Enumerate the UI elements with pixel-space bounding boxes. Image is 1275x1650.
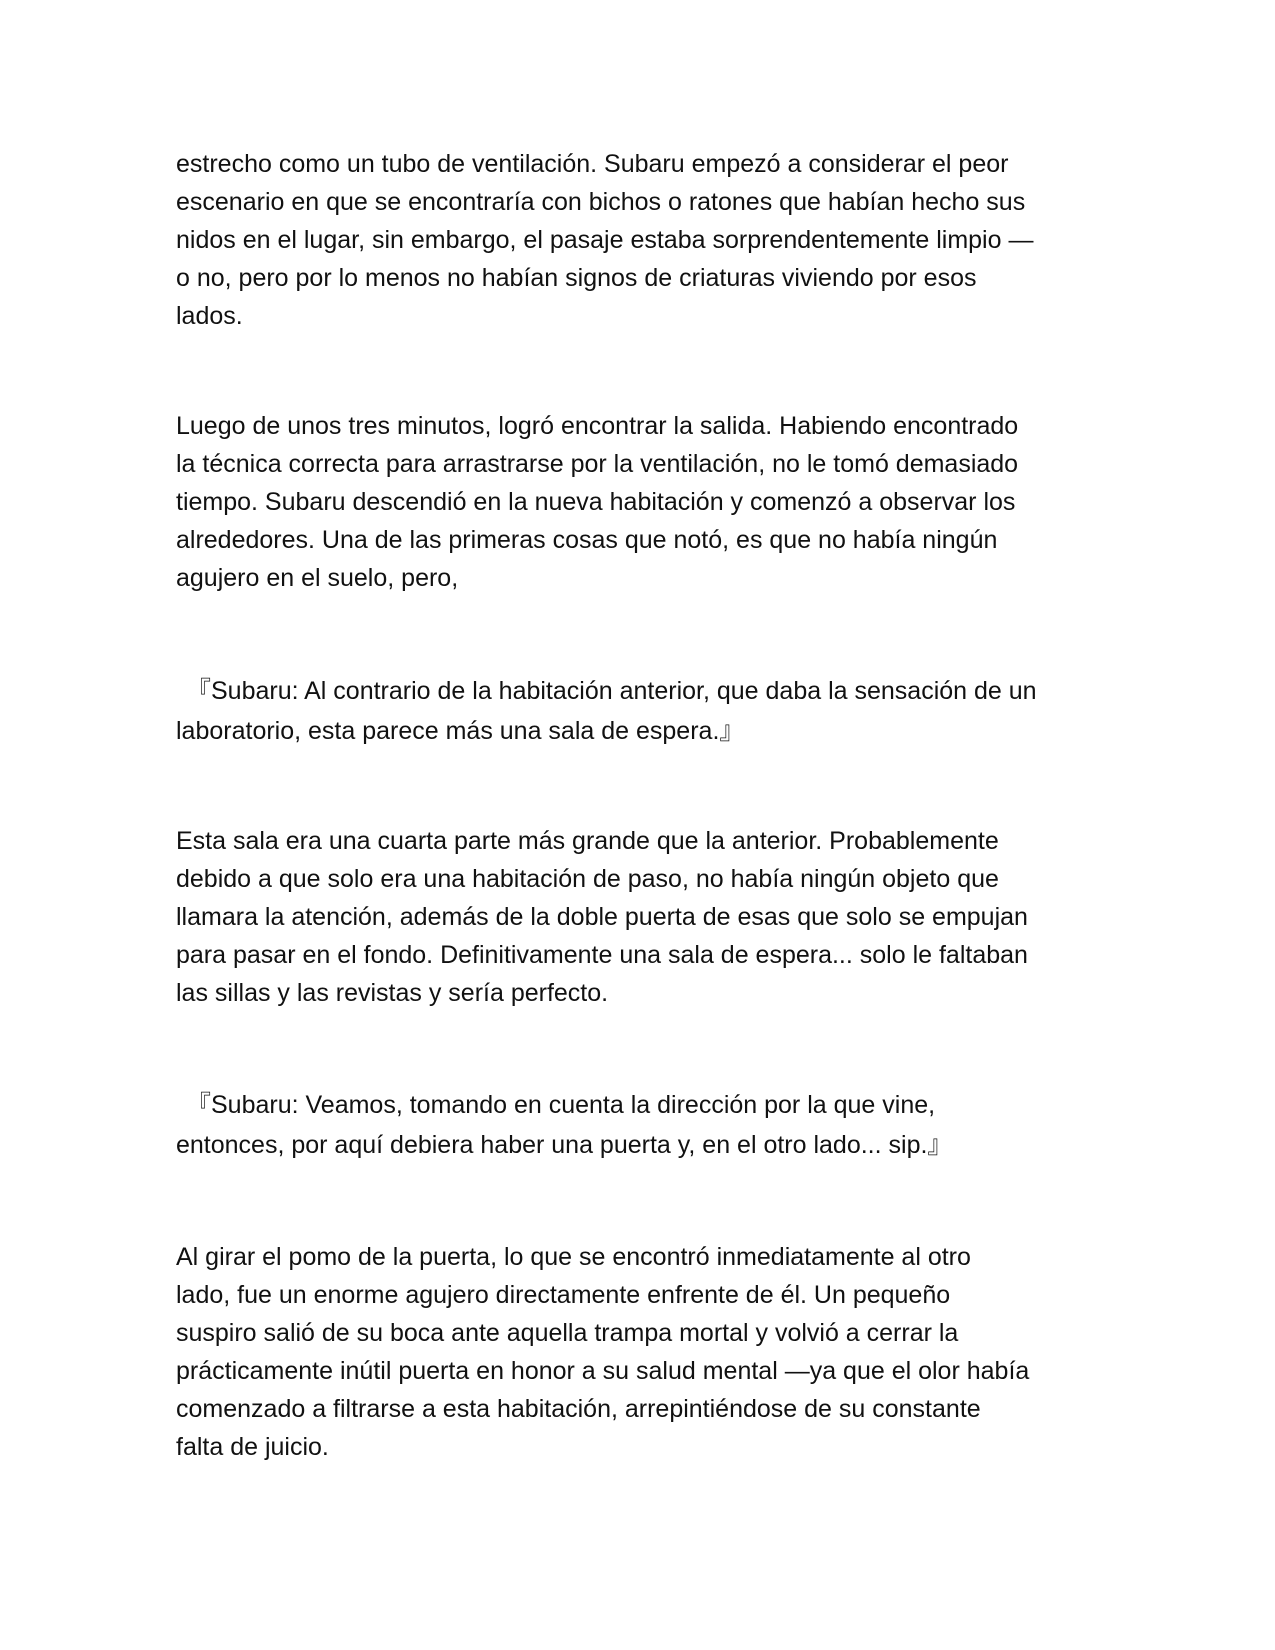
- text-line: prácticamente inútil puerta en honor a su salud mental —ya que el olor había: [176, 1357, 1030, 1385]
- text-line: Esta sala era una cuarta parte más grande que la anterior. Probablemente: [176, 827, 999, 855]
- text-line: la técnica correcta para arrastrarse por la ventilación, no le tomó demasiado: [176, 450, 1019, 478]
- text-line: alrededores. Una de las primeras cosas que notó, es que no había ningún: [176, 526, 998, 554]
- text-line: Luego de unos tres minutos, logró encontrar la salida. Habiendo encontrado: [176, 412, 1019, 440]
- dialogue-text: [176, 1085, 1106, 1165]
- dialogue-1: [176, 671, 1106, 751]
- paragraph-text: [176, 407, 1106, 597]
- paragraph-2: [176, 407, 1106, 597]
- text-line: lados.: [176, 302, 243, 330]
- paragraph-3: [176, 822, 1106, 1012]
- text-line: estrecho como un tubo de ventilación. Subaru empezó a considerar el peor: [176, 150, 1009, 178]
- paragraph-text: [176, 1238, 1106, 1466]
- dialogue-2: [176, 1085, 1106, 1165]
- text-line: 『Subaru: Veamos, tomando en cuenta la dirección por la que vine,: [186, 1091, 936, 1119]
- text-line: o no, pero por lo menos no habían signos de criaturas viviendo por esos: [176, 264, 977, 292]
- text-line: falta de juicio.: [176, 1433, 329, 1461]
- text-line: agujero en el suelo, pero,: [176, 564, 459, 592]
- text-line: llamara la atención, además de la doble puerta de esas que solo se empujan: [176, 903, 1028, 931]
- dialogue-text: [176, 671, 1106, 751]
- paragraph-text: [176, 822, 1106, 1012]
- text-line: debido a que solo era una habitación de paso, no había ningún objeto que: [176, 865, 999, 893]
- text-line: Al girar el pomo de la puerta, lo que se encontró inmediatamente al otro: [176, 1243, 971, 1271]
- text-line: escenario en que se encontraría con bichos o ratones que habían hecho sus: [176, 188, 1026, 216]
- text-line: para pasar en el fondo. Definitivamente una sala de espera... solo le faltaban: [176, 941, 1028, 969]
- text-line: las sillas y las revistas y sería perfecto.: [176, 979, 609, 1007]
- paragraph-4: [176, 1238, 1106, 1466]
- text-line: comenzado a filtrarse a esta habitación, arrepintiéndose de su constante: [176, 1395, 981, 1423]
- text-line: entonces, por aquí debiera haber una puerta y, en el otro lado... sip.』: [176, 1131, 953, 1159]
- text-line: laboratorio, esta parece más una sala de espera.』: [176, 717, 745, 745]
- text-line: 『Subaru: Al contrario de la habitación anterior, que daba la sensación de un: [186, 677, 1037, 705]
- text-line: nidos en el lugar, sin embargo, el pasaje estaba sorprendentemente limpio —: [176, 226, 1034, 254]
- text-line: tiempo. Subaru descendió en la nueva habitación y comenzó a observar los: [176, 488, 1016, 516]
- text-line: suspiro salió de su boca ante aquella trampa mortal y volvió a cerrar la: [176, 1319, 959, 1347]
- text-line: lado, fue un enorme agujero directamente enfrente de él. Un pequeño: [176, 1281, 951, 1309]
- paragraph-text: [176, 145, 1106, 335]
- paragraph-1: [176, 145, 1106, 335]
